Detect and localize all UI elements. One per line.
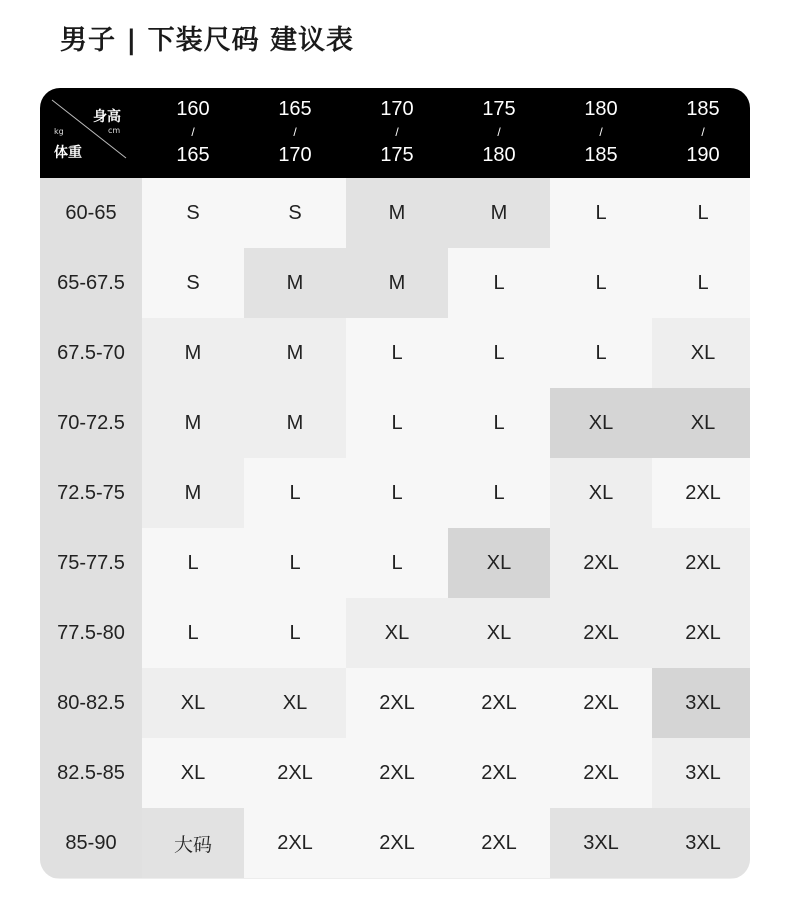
size-cell: XL [448, 528, 550, 598]
height-unit: cm [108, 126, 121, 135]
weight-label: 体重 [54, 145, 82, 161]
size-cell: M [244, 388, 346, 458]
size-cell: XL [448, 598, 550, 668]
size-cell: 3XL [550, 808, 652, 878]
size-chart-table [40, 88, 750, 879]
size-cell: XL [142, 738, 244, 808]
size-cell: L [142, 598, 244, 668]
weight-range-cell: 70-72.5 [40, 388, 142, 458]
size-cell: 2XL [346, 808, 448, 878]
size-cell: L [550, 248, 652, 318]
header-height-cell [550, 88, 652, 178]
height-range-to: 190 [686, 144, 720, 166]
weight-range-cell: 82.5-85 [40, 738, 142, 808]
size-cell: 3XL [652, 738, 750, 808]
size-cell: 2XL [244, 738, 346, 808]
size-cell: L [550, 178, 652, 248]
size-cell: S [142, 178, 244, 248]
size-cell: L [448, 318, 550, 388]
size-cell: 2XL [346, 668, 448, 738]
height-range-separator: / [599, 125, 603, 139]
size-cell: M [142, 388, 244, 458]
size-cell: 2XL [652, 598, 750, 668]
size-cell: 2XL [652, 528, 750, 598]
size-cell: 2XL [448, 808, 550, 878]
size-cell: 2XL [448, 668, 550, 738]
size-cell: 3XL [652, 808, 750, 878]
size-cell: M [244, 248, 346, 318]
height-range-separator: / [497, 125, 501, 139]
height-label: 身高 [93, 109, 121, 125]
size-cell: L [244, 598, 346, 668]
size-cell: XL [550, 388, 652, 458]
size-cell: XL [652, 388, 750, 458]
size-cell: M [448, 178, 550, 248]
size-cell: 2XL [244, 808, 346, 878]
size-cell: M [142, 458, 244, 528]
size-cell: XL [244, 668, 346, 738]
header-height-cell [244, 88, 346, 178]
height-range-from: 165 [278, 98, 312, 120]
height-range-from: 160 [176, 98, 210, 120]
size-cell: 2XL [346, 738, 448, 808]
size-cell: L [346, 528, 448, 598]
size-cell: L [652, 248, 750, 318]
weight-range-cell: 72.5-75 [40, 458, 142, 528]
weight-range-cell: 85-90 [40, 808, 142, 878]
height-range-separator: / [395, 125, 399, 139]
header-height-cell [652, 88, 750, 178]
weight-range-cell: 60-65 [40, 178, 142, 248]
height-range-to: 175 [380, 144, 414, 166]
height-range-from: 180 [584, 98, 618, 120]
size-cell: XL [652, 318, 750, 388]
size-cell: S [244, 178, 346, 248]
size-cell: XL [346, 598, 448, 668]
header-height-cell [142, 88, 244, 178]
page-title: 男子 | 下装尺码 建议表 [60, 25, 355, 56]
size-cell: L [550, 318, 652, 388]
size-cell: XL [550, 458, 652, 528]
size-cell: M [346, 248, 448, 318]
header-height-cell [346, 88, 448, 178]
size-cell: L [346, 388, 448, 458]
size-cell: L [244, 458, 346, 528]
size-cell: S [142, 248, 244, 318]
size-cell: 2XL [652, 458, 750, 528]
size-cell: L [244, 528, 346, 598]
size-cell: 2XL [448, 738, 550, 808]
height-range-to: 185 [584, 144, 618, 166]
weight-range-cell: 67.5-70 [40, 318, 142, 388]
height-range-separator: / [293, 125, 297, 139]
size-cell: M [142, 318, 244, 388]
size-cell: 大码 [142, 808, 244, 878]
size-cell: 2XL [550, 528, 652, 598]
size-cell: M [244, 318, 346, 388]
height-range-to: 170 [278, 144, 312, 166]
height-range-from: 170 [380, 98, 414, 120]
height-range-separator: / [701, 125, 705, 139]
header-height-cell [448, 88, 550, 178]
size-cell: L [448, 388, 550, 458]
size-cell: L [346, 458, 448, 528]
size-cell: 2XL [550, 738, 652, 808]
header-corner-cell [40, 88, 142, 178]
size-cell: L [346, 318, 448, 388]
size-cell: 3XL [652, 668, 750, 738]
size-cell: L [142, 528, 244, 598]
weight-unit: kg [54, 127, 64, 136]
size-cell: L [652, 178, 750, 248]
height-range-to: 180 [482, 144, 516, 166]
size-cell: XL [142, 668, 244, 738]
size-cell: 2XL [550, 668, 652, 738]
size-cell: M [346, 178, 448, 248]
height-range-separator: / [191, 125, 195, 139]
weight-range-cell: 75-77.5 [40, 528, 142, 598]
weight-range-cell: 77.5-80 [40, 598, 142, 668]
height-range-from: 185 [686, 98, 720, 120]
height-range-to: 165 [176, 144, 210, 166]
weight-range-cell: 65-67.5 [40, 248, 142, 318]
size-cell: L [448, 248, 550, 318]
table-header-row [40, 88, 750, 178]
size-cell: 2XL [550, 598, 652, 668]
height-range-from: 175 [482, 98, 516, 120]
weight-range-cell: 80-82.5 [40, 668, 142, 738]
size-cell: L [448, 458, 550, 528]
